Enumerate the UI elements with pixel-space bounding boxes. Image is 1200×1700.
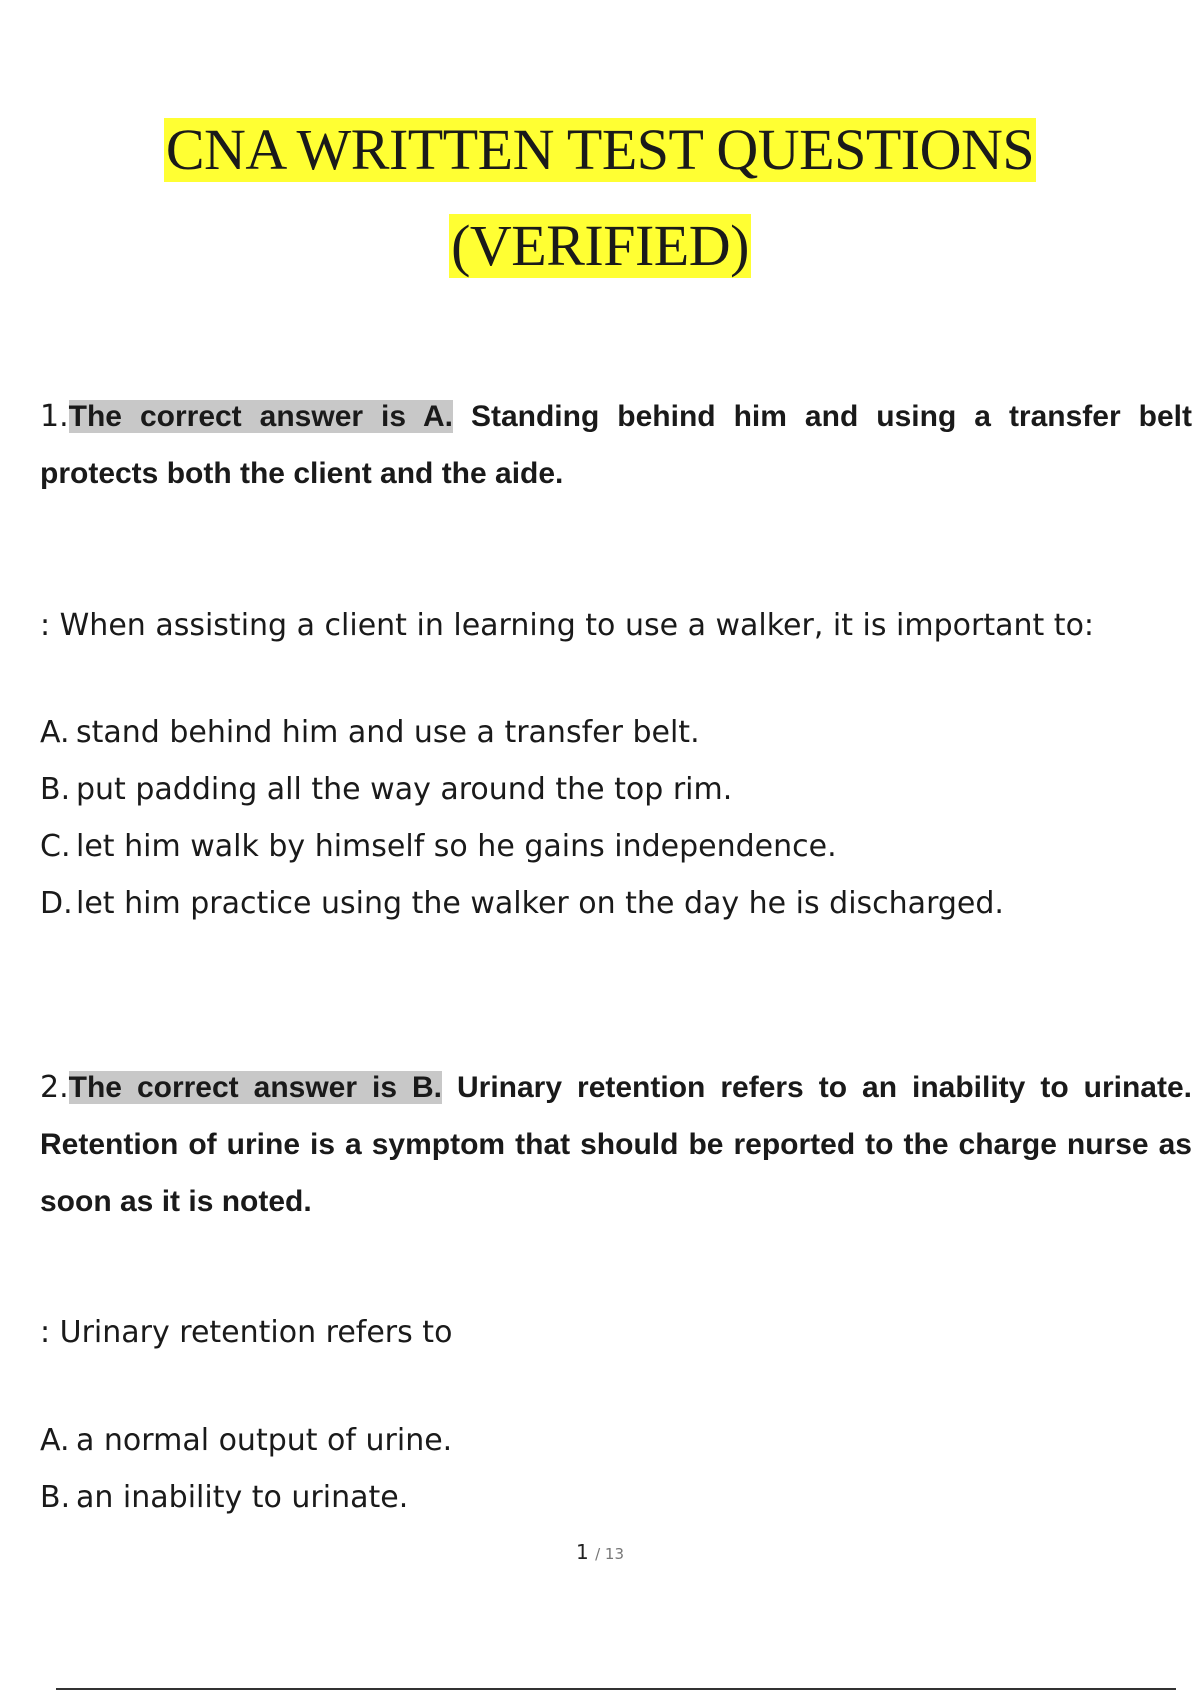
title-line-1: CNA WRITTEN TEST QUESTIONS bbox=[165, 117, 1035, 182]
page-number bbox=[0, 1540, 1200, 1564]
answer-highlight: The correct answer is A. bbox=[68, 400, 453, 433]
answer-explanation: Standing behind him and using a transfer belt protects both the client and the aide. bbox=[40, 400, 1192, 490]
question-number: 1. bbox=[40, 399, 69, 434]
option-letter: D. bbox=[40, 886, 73, 921]
option-letter: C. bbox=[40, 829, 71, 864]
question-1-options bbox=[40, 704, 1192, 932]
question-2-answer bbox=[40, 1059, 1192, 1230]
question-1-prompt bbox=[40, 606, 1192, 646]
option-c bbox=[40, 818, 1192, 875]
option-text: let him practice using the walker on the day he is discharged. bbox=[76, 886, 1004, 921]
title-line-2: (VERIFIED) bbox=[451, 213, 749, 278]
page-total: / 13 bbox=[595, 1545, 624, 1563]
question-2-options bbox=[40, 1412, 1192, 1526]
option-text: put padding all the way around the top rim. bbox=[76, 772, 733, 807]
question-prompt: : Urinary retention refers to bbox=[40, 1315, 453, 1350]
option-letter: A. bbox=[40, 715, 70, 750]
option-text: let him walk by himself so he gains independence. bbox=[76, 829, 837, 864]
page-divider bbox=[56, 1688, 1176, 1690]
question-2-prompt bbox=[40, 1313, 1192, 1353]
answer-explanation: Urinary retention refers to an inability to urinate. Retention of urine is a symptom that should be reported to the charge nurse as soon as it is noted. bbox=[40, 1071, 1192, 1218]
option-letter: A. bbox=[40, 1423, 70, 1458]
option-a bbox=[40, 1412, 1192, 1469]
document-title bbox=[0, 118, 1200, 278]
option-text: a normal output of urine. bbox=[76, 1423, 453, 1458]
answer-highlight: The correct answer is B. bbox=[68, 1071, 443, 1104]
option-letter: B. bbox=[40, 1480, 71, 1515]
option-text: an inability to urinate. bbox=[76, 1480, 409, 1515]
option-a bbox=[40, 704, 1192, 761]
option-b bbox=[40, 761, 1192, 818]
option-b bbox=[40, 1469, 1192, 1526]
question-prompt: : When assisting a client in learning to use a walker, it is important to: bbox=[40, 608, 1095, 643]
question-number: 2. bbox=[40, 1070, 69, 1105]
option-text: stand behind him and use a transfer belt. bbox=[76, 715, 700, 750]
option-letter: B. bbox=[40, 772, 71, 807]
page-current: 1 bbox=[575, 1540, 589, 1564]
option-d bbox=[40, 875, 1192, 932]
question-1-answer bbox=[40, 388, 1192, 502]
